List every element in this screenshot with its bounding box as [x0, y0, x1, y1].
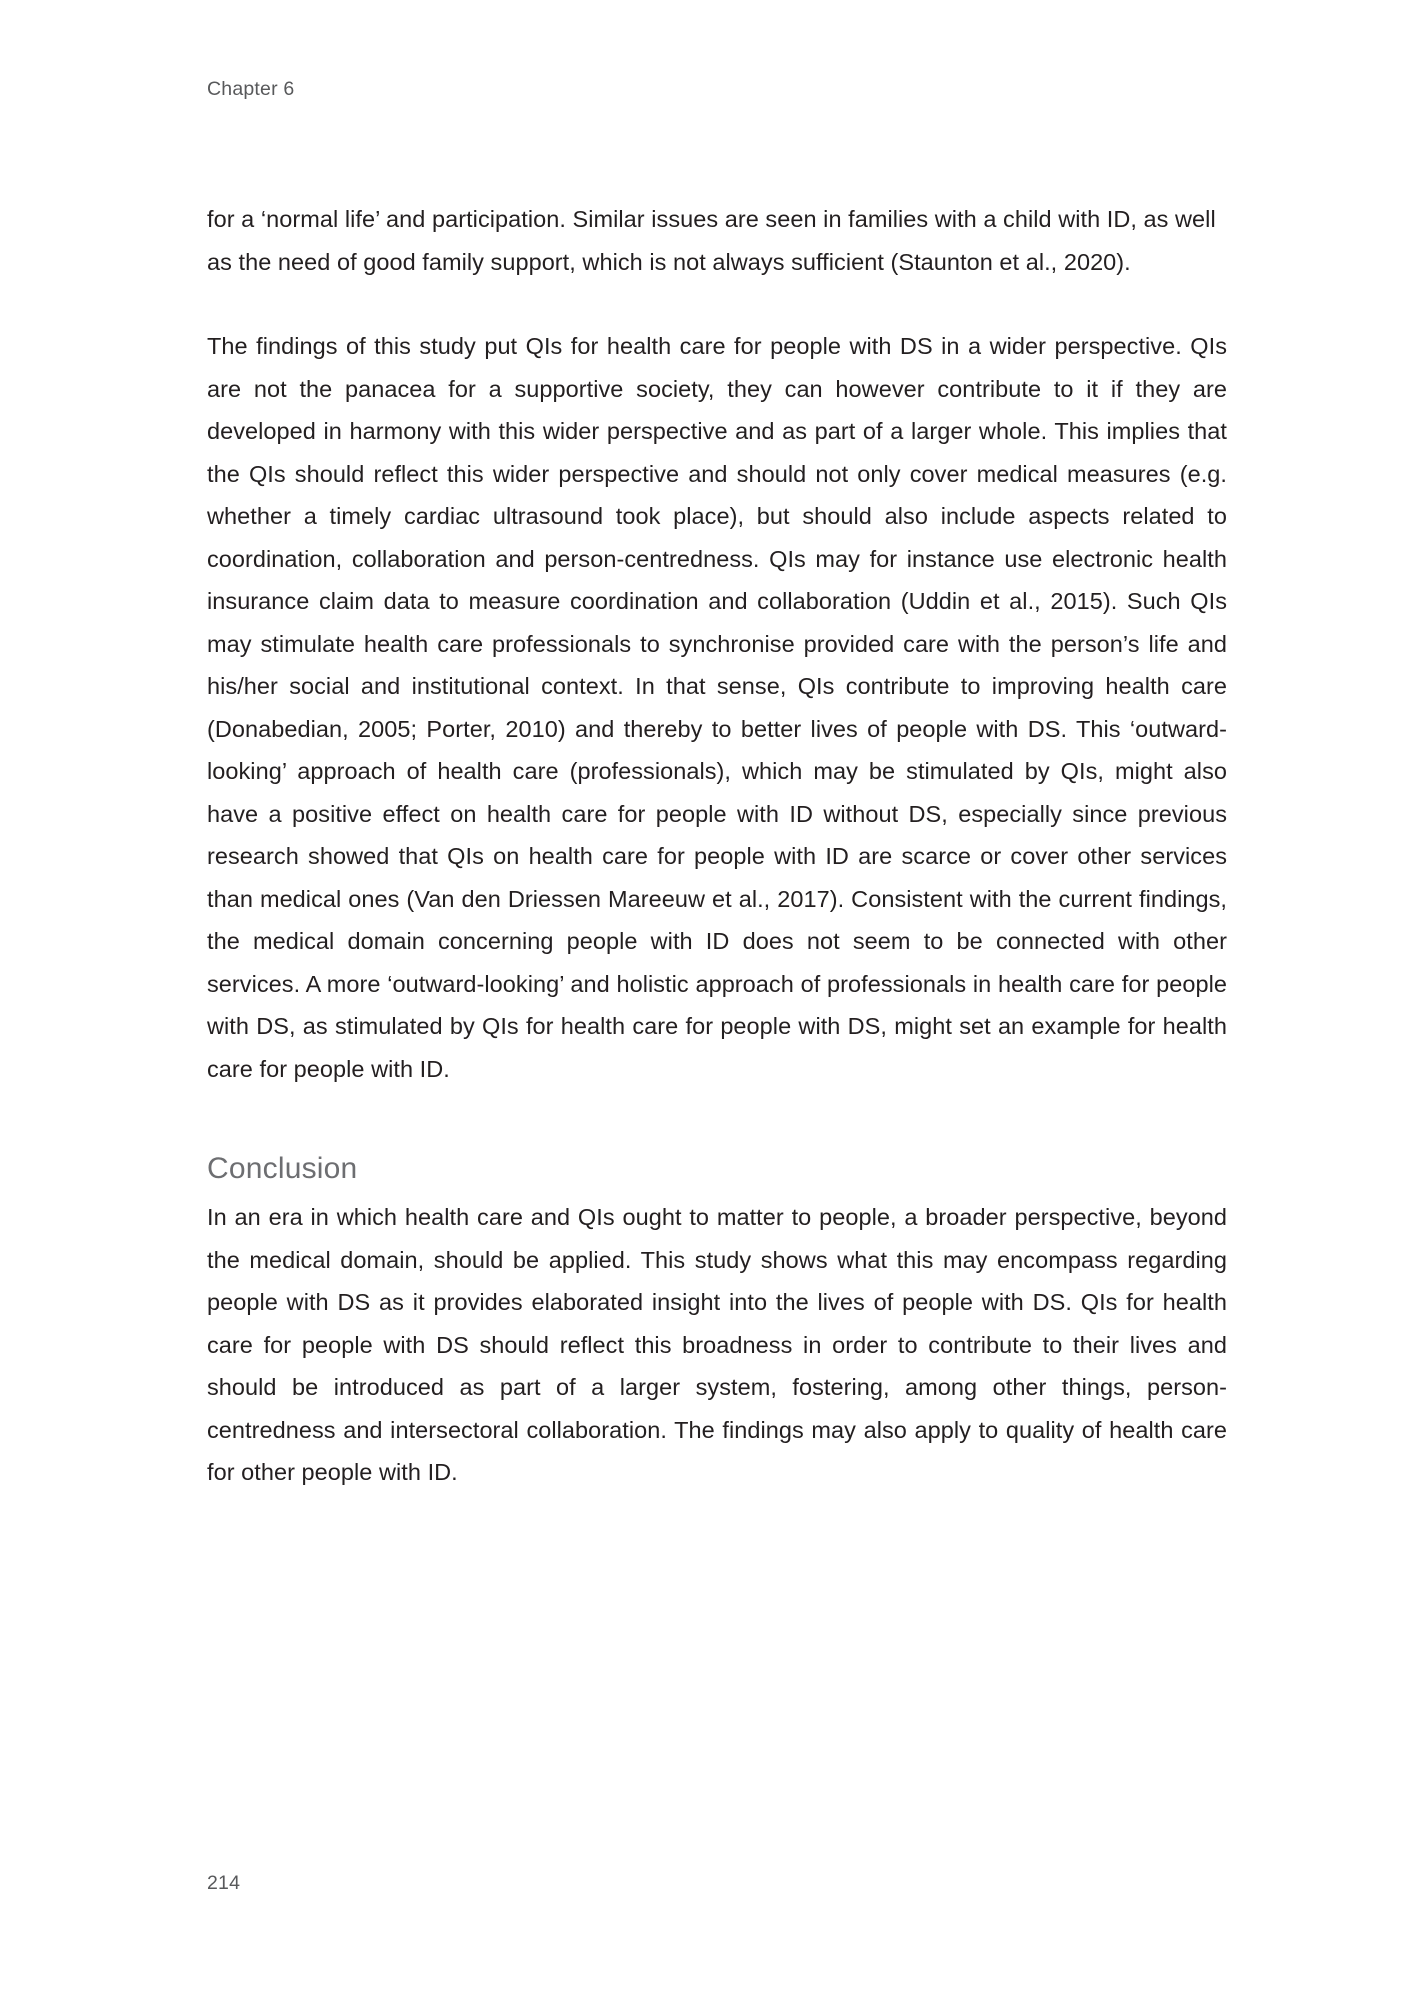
running-head: Chapter 6: [207, 78, 295, 100]
paragraph-discussion: The findings of this study put QIs for health care for people with DS in a wider perspective. QIs are not the panacea for a supportive society, they can however contribute to it if they are developed in harmony with this wider perspective and as part of a larger whole. This implies that the QIs should reflect this wider perspective and should not only cover medical measures (e.g. whether a timely cardiac ultrasound took place), but should also include aspects related to coordination, collaboration and person-centredness. QIs may for instance use electronic health insurance claim data to measure coordination and collaboration (Uddin et al., 2015). Such QIs may stimulate health care professionals to synchronise provided care with the person’s life and his/her social and institutional context. In that sense, QIs contribute to improving health care (Donabedian, 2005; Porter, 2010) and thereby to better lives of people with DS. This ‘outward-looking’ approach of health care (professionals), which may be stimulated by QIs, might also have a positive effect on health care for people with ID without DS, especially since previous research showed that QIs on health care for people with ID are scarce or cover other services than medical ones (Van den Driessen Mareeuw et al., 2017). Consistent with the current findings, the medical domain concerning people with ID does not seem to be connected with other services. A more ‘outward-looking’ and holistic approach of professionals in health care for people with DS, as stimulated by QIs for health care for people with DS, might set an example for health care for people with ID.: [207, 333, 1227, 1082]
section-heading-conclusion: Conclusion: [207, 1152, 358, 1185]
paragraph-continuation: for a ‘normal life’ and participation. Similar issues are seen in families with a child with ID, as well as the need of good family support, which is not always sufficient (Staunton et al., 2020).: [207, 206, 1216, 275]
paragraph-spacer: [207, 283, 1227, 325]
page-content: [207, 198, 1227, 1494]
paragraph-conclusion: In an era in which health care and QIs ought to matter to people, a broader perspective, beyond the medical domain, should be applied. This study shows what this may encompass regarding people with DS as it provides elaborated insight into the lives of people with DS. QIs for health care for people with DS should reflect this broadness in order to contribute to their lives and should be introduced as part of a larger system, fostering, among other things, person-centredness and intersectoral collaboration. The findings may also apply to quality of health care for other people with ID.: [207, 1204, 1227, 1485]
section-heading-block: [207, 1148, 1227, 1190]
page-number: 214: [207, 1872, 241, 1894]
